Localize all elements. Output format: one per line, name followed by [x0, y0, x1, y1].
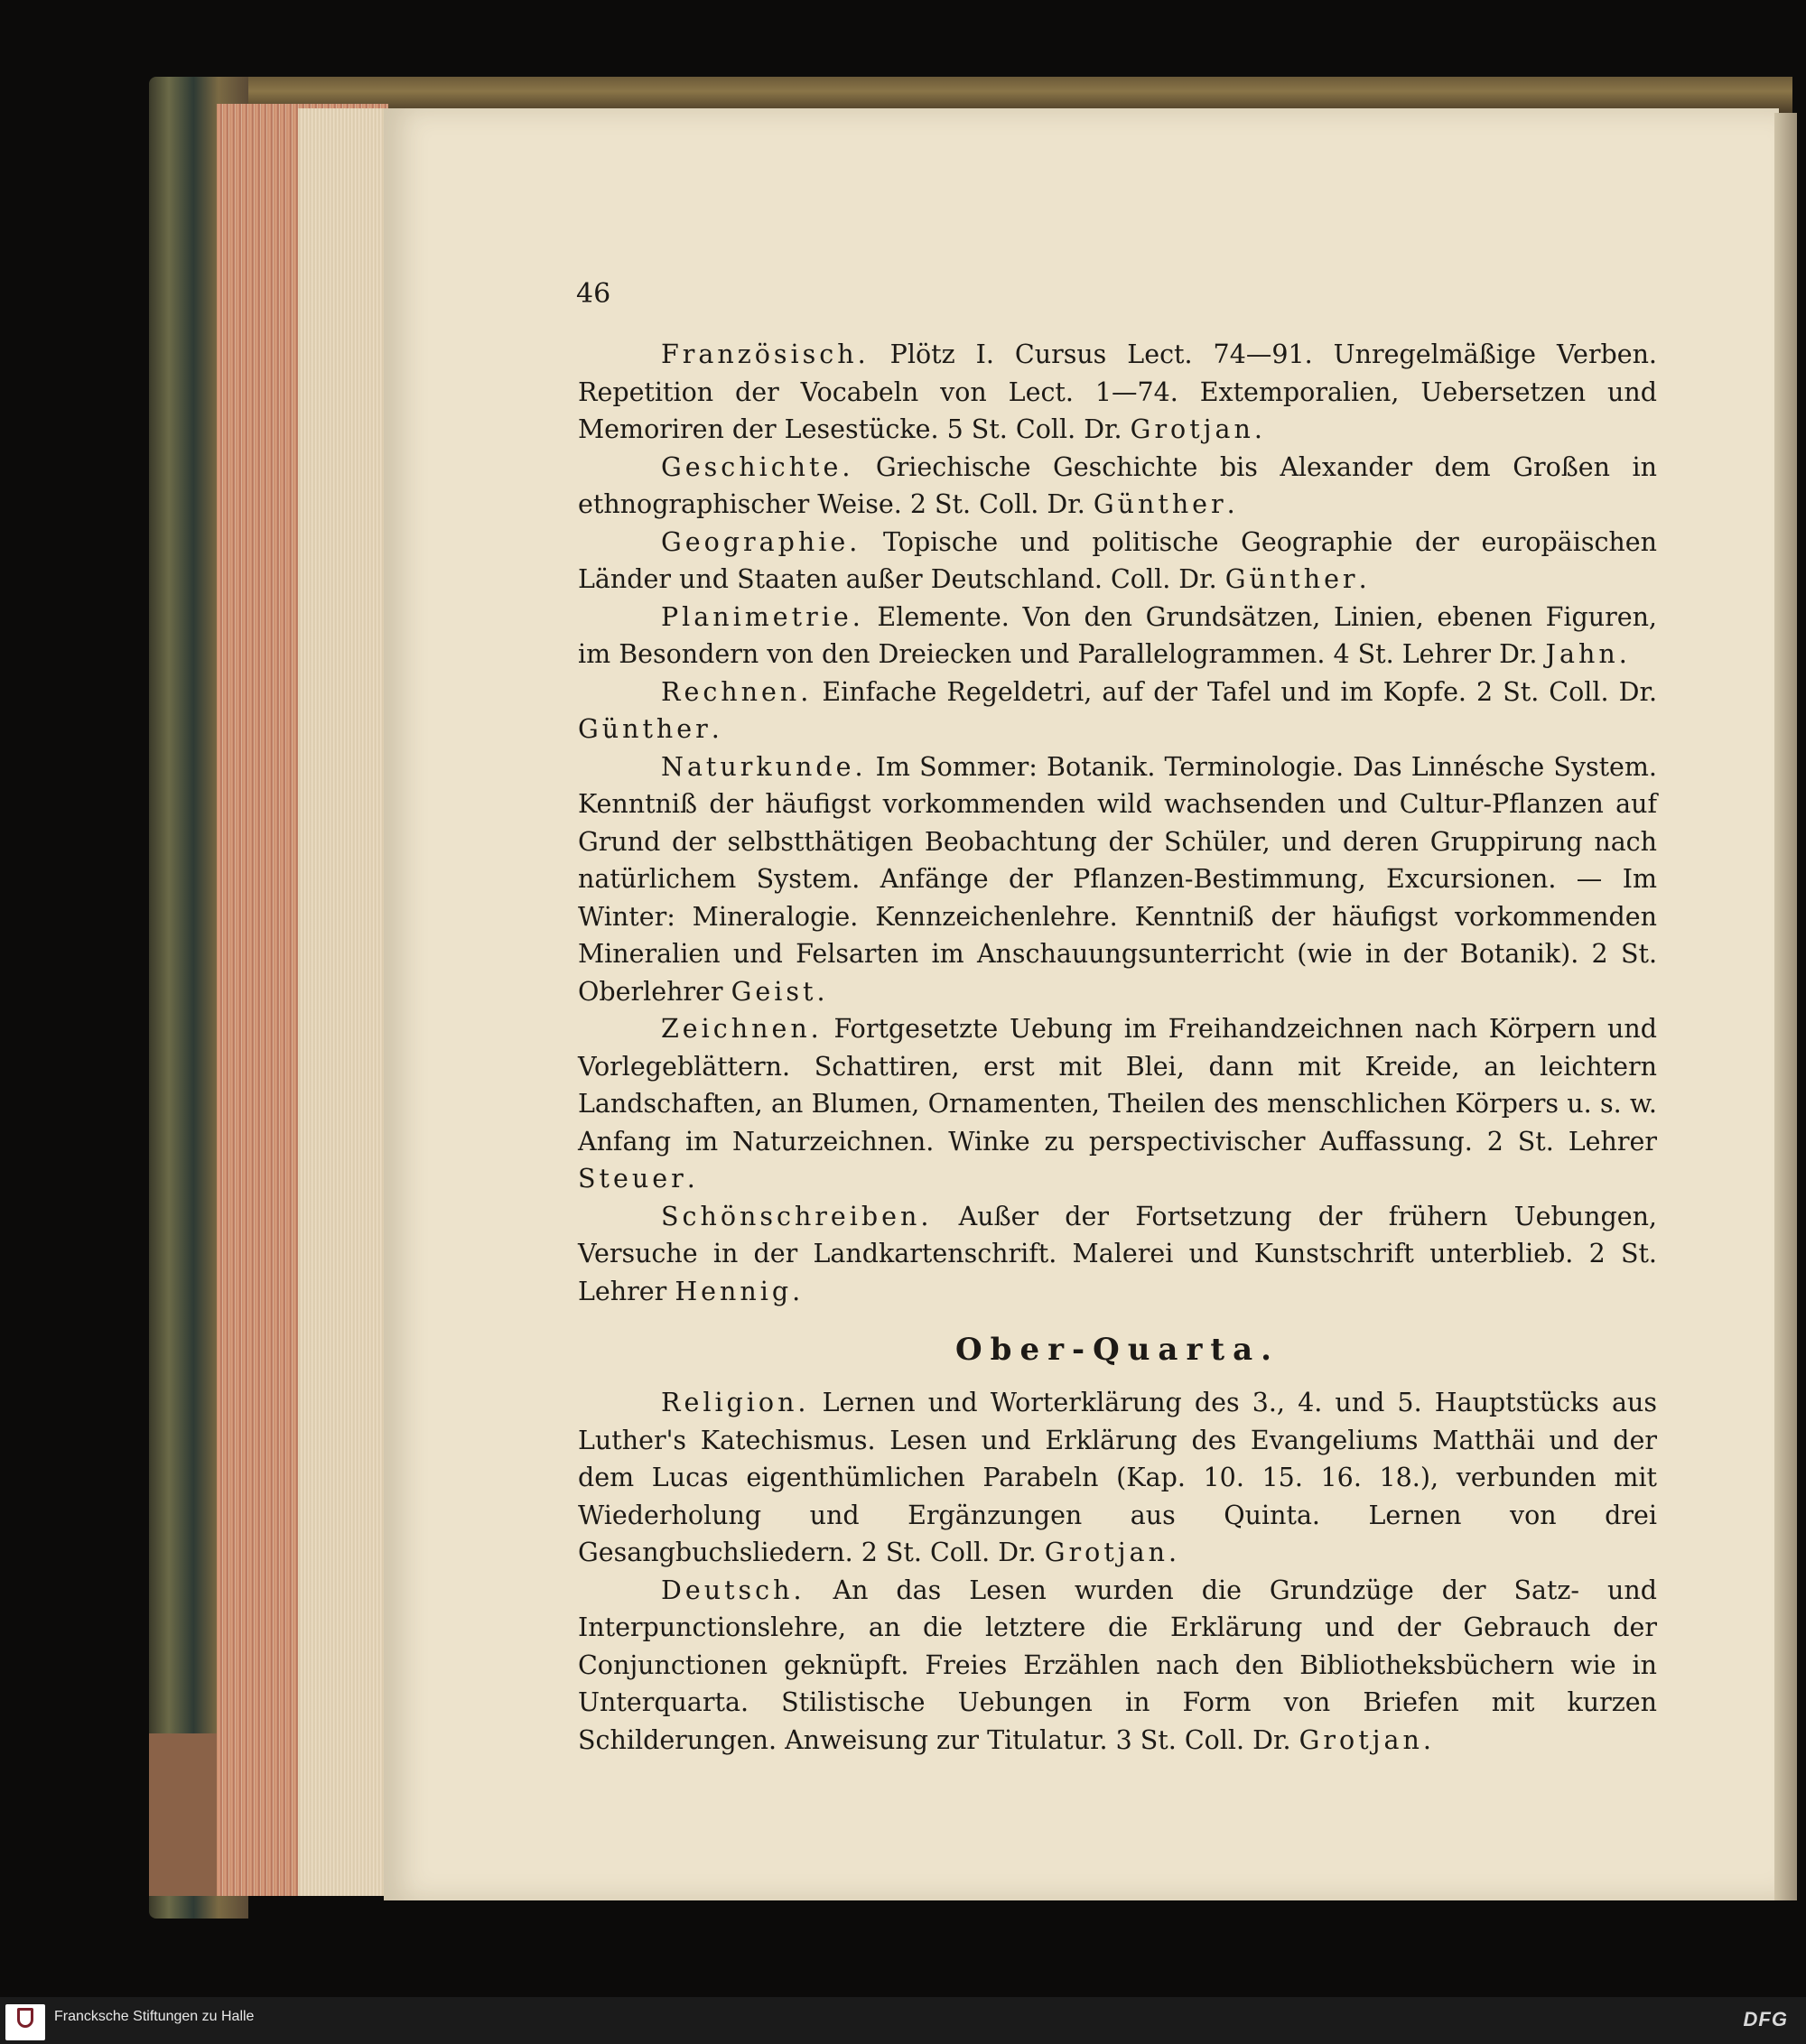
institution-logo-icon: [5, 2004, 45, 2040]
teacher-name: Grotjan: [1044, 1538, 1168, 1567]
paragraph-text: Griechische Geschichte bis Alexander dem Großen in ethnographischer Weise. 2 St. Coll. Dr.: [578, 451, 1657, 519]
paragraph-tail: .: [686, 1164, 695, 1194]
footer-institution[interactable]: Francksche Stiftungen zu Halle: [54, 2009, 255, 2024]
teacher-name: Günther: [1224, 564, 1359, 594]
paragraph-tail: .: [1168, 1538, 1178, 1567]
paragraph-tail: .: [1358, 564, 1367, 594]
page-right-edge: [1774, 113, 1797, 1900]
page-number: 46: [576, 278, 611, 310]
subject-heading: Französisch.: [661, 339, 870, 369]
subject-heading: Rechnen.: [661, 676, 813, 707]
subject-heading: Deutsch.: [661, 1575, 805, 1605]
subject-heading: Religion.: [661, 1388, 810, 1417]
dfg-logo[interactable]: DFG: [1743, 2008, 1788, 2030]
page-stack-light: [298, 108, 388, 1896]
paragraph-text: Elemente. Von den Grundsätzen, Linien, ebenen Figuren, im Besondern von den Dreiecken und Parallelogrammen. 4 St. Lehrer Dr.: [578, 601, 1657, 669]
section-title: Ober-Quarta.: [955, 1332, 1280, 1368]
paragraph: [578, 449, 1657, 524]
paragraph: [578, 336, 1657, 449]
shield-icon: [17, 2008, 33, 2028]
paragraph: [578, 1384, 1657, 1572]
subject-heading: Geschichte.: [661, 451, 854, 482]
footer-bar: [0, 1997, 1806, 2044]
paragraph-text: Lernen und Worterklärung des 3., 4. und 5. Hauptstücks aus Luther's Katechismus. Lesen und Erklärung des Evangeliums Matthäi und der dem Lucas eigenthümlichen Parabeln (Kap. 10. 15. 16. 18.), verbunden mit Wiederholung und Ergänzungen aus Quinta. Lernen von drei Gesangbuchsliedern. 2 St. Coll. Dr.: [578, 1388, 1657, 1567]
paragraph-text: Fortgesetzte Uebung im Freihandzeichnen nach Körpern und Vorlegeblättern. Schattiren, erst mit Blei, dann mit Kreide, an leichtern Landschaften, an Blumen, Ornamenten, Theilen des menschlichen Körpers u. s. w. Anfang im Naturzeichnen. Winke zu perspectivischer Auffassung. 2 St. Lehrer: [578, 1014, 1657, 1157]
paragraph: [578, 599, 1657, 674]
paragraph-text: Im Sommer: Botanik. Terminologie. Das Linnésche System. Kenntniß der häufigst vorkommenden wild wachsenden und Cultur-Pflanzen auf Grund der selbstthätigen Beobachtung der Schüler, und deren Gruppirung nach natürlichem System. Anfänge der Pflanzen-Bestimmung, Excursionen. — Im Winter: Mineralogie. Kennzeichenlehre. Kenntniß der häufigst vorkommenden Mineralien und Felsarten im Anschauungsunterricht (wie in der Botanik). 2 St. Oberlehrer: [578, 751, 1657, 1007]
subject-heading: Geographie.: [661, 526, 861, 557]
paragraphs-before: [578, 336, 1657, 1310]
subject-heading: Planimetrie.: [661, 601, 864, 632]
paragraph: [578, 524, 1657, 599]
paragraph: [578, 748, 1657, 1011]
paragraph-text: Plötz I. Cursus Lect. 74—91. Unregelmäßige Verben. Repetition der Vocabeln von Lect. 1—74. Extemporalien, Uebersetzen und Memoriren der Lesestücke. 5 St. Coll. Dr.: [578, 339, 1657, 444]
paragraph: [578, 1010, 1657, 1198]
book-cover-top: [176, 77, 1792, 113]
paragraph-tail: .: [1422, 1724, 1431, 1755]
subject-heading: Naturkunde.: [661, 751, 867, 782]
paragraph-text: Einfache Regeldetri, auf der Tafel und im Kopfe. 2 St. Coll. Dr.: [812, 676, 1657, 707]
teacher-name: Geist: [731, 976, 817, 1007]
paragraph-tail: .: [1226, 489, 1235, 519]
paragraph-text: An das Lesen wurden die Grundzüge der Satz- und Interpunctionslehre, an die letztere die Erklärung und der Gebrauch der Conjunctionen geknüpft. Freies Erzählen nach den Bibliotheksbüchern wie in Unterquarta. Stilistische Uebungen in Form von Briefen mit kurzen Schilderungen. Anweisung zur Titulatur. 3 St. Coll. Dr.: [578, 1575, 1657, 1755]
teacher-name: Jahn: [1545, 639, 1619, 669]
teacher-name: Steuer: [578, 1164, 687, 1194]
teacher-name: Grotjan: [1130, 414, 1254, 444]
teacher-name: Günther: [578, 714, 712, 744]
paragraph-tail: .: [711, 714, 720, 744]
paragraph-tail: .: [816, 976, 825, 1007]
paragraph: [578, 1572, 1657, 1760]
teacher-name: Hennig: [675, 1276, 793, 1306]
paragraph-tail: .: [792, 1276, 801, 1306]
paragraph-text: Außer der Fortsetzung der frühern Uebungen, Versuche in der Landkartenschrift. Malerei und Kunstschrift unterblieb. 2 St. Lehrer: [578, 1201, 1657, 1306]
paragraphs-after: [578, 1384, 1657, 1759]
paragraph-tail: .: [1618, 639, 1627, 669]
teacher-name: Günther: [1093, 489, 1227, 519]
subject-heading: Schönschreiben.: [661, 1201, 933, 1231]
text-block: [578, 336, 1657, 1759]
paragraph-tail: .: [1253, 414, 1262, 444]
subject-heading: Zeichnen.: [661, 1014, 823, 1044]
paragraph: [578, 1198, 1657, 1311]
paragraph-text: Topische und politische Geographie der europäischen Länder und Staaten außer Deutschland. Coll. Dr.: [578, 526, 1657, 594]
teacher-name: Grotjan: [1299, 1724, 1423, 1755]
paragraph: [578, 674, 1657, 748]
